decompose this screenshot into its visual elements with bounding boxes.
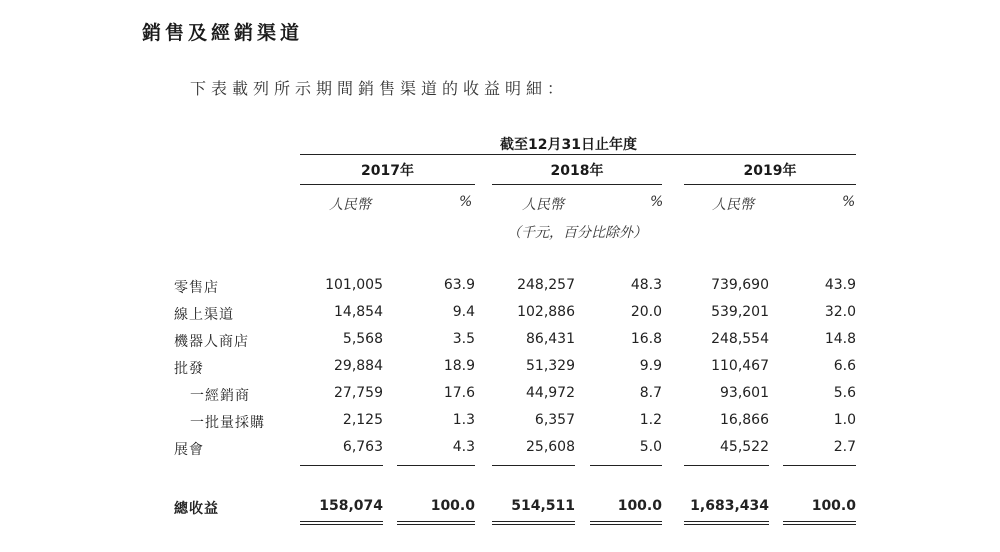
- period-header: 截至12月31日止年度: [500, 137, 637, 153]
- cell-rmb-2017: 5,568: [342, 331, 383, 347]
- total-double-rule-6b: [783, 524, 856, 525]
- row-label: 線上渠道: [174, 307, 234, 323]
- cell-pct-2019: 5.6: [833, 385, 856, 401]
- cell-pct-2017: 4.3: [452, 439, 475, 455]
- cell-pct-2018: 1.2: [639, 412, 662, 428]
- cell-rmb-2017: 2,125: [342, 412, 383, 428]
- cell-pct-2019: 2.7: [833, 439, 856, 455]
- subtotal-rule-3: [492, 465, 575, 466]
- cell-pct-2018: 9.9: [639, 358, 662, 374]
- cell-pct-2019: 14.8: [824, 331, 856, 347]
- cell-rmb-2019: 93,601: [720, 385, 769, 401]
- cell-rmb-2017: 101,005: [325, 277, 383, 293]
- subtotal-rule-2: [397, 465, 475, 466]
- period-rule: [300, 154, 856, 155]
- cell-pct-2019: 1.0: [833, 412, 856, 428]
- cell-pct-2017: 18.9: [443, 358, 475, 374]
- cell-pct-2019: 6.6: [833, 358, 856, 374]
- cell-rmb-2018: 51,329: [526, 358, 575, 374]
- cell-rmb-2017: 14,854: [334, 304, 383, 320]
- cell-pct-2017: 63.9: [443, 277, 475, 293]
- col-header-pct-2019: %: [842, 194, 856, 210]
- cell-rmb-2018: 86,431: [526, 331, 575, 347]
- cell-pct-2018: 20.0: [630, 304, 662, 320]
- cell-rmb-2018: 44,972: [526, 385, 575, 401]
- row-label: 展會: [174, 442, 204, 458]
- row-label: 一批量採購: [190, 415, 265, 431]
- cell-rmb-2019: 248,554: [711, 331, 769, 347]
- total-double-rule-4a: [590, 521, 662, 522]
- year-2018-rule: [492, 184, 662, 185]
- section-heading: 銷售及經銷渠道: [142, 22, 304, 44]
- cell-rmb-2019: 739,690: [711, 277, 769, 293]
- year-2017-header: 2017年: [361, 163, 414, 179]
- total-double-rule-5a: [684, 521, 769, 522]
- total-pct-2018: 100.0: [617, 498, 662, 514]
- total-label: 總收益: [174, 501, 219, 517]
- year-2019-rule: [684, 184, 856, 185]
- total-rmb-2018: 514,511: [511, 498, 575, 514]
- cell-pct-2018: 16.8: [630, 331, 662, 347]
- cell-pct-2018: 8.7: [639, 385, 662, 401]
- cell-pct-2017: 3.5: [452, 331, 475, 347]
- cell-pct-2017: 17.6: [443, 385, 475, 401]
- col-header-rmb-2019: 人民幣: [712, 197, 754, 213]
- subtotal-rule-5: [684, 465, 769, 466]
- total-double-rule-3a: [492, 521, 575, 522]
- cell-pct-2019: 43.9: [824, 277, 856, 293]
- total-double-rule-5b: [684, 524, 769, 525]
- subtotal-rule-6: [783, 465, 856, 466]
- year-2019-header: 2019年: [743, 163, 797, 179]
- cell-rmb-2018: 102,886: [517, 304, 575, 320]
- year-2017-rule: [300, 184, 475, 185]
- total-double-rule-4b: [590, 524, 662, 525]
- cell-rmb-2017: 27,759: [334, 385, 383, 401]
- col-header-rmb-2018: 人民幣: [522, 197, 564, 213]
- cell-rmb-2018: 248,257: [517, 277, 575, 293]
- total-pct-2019: 100.0: [811, 498, 856, 514]
- cell-rmb-2018: 25,608: [526, 439, 575, 455]
- total-double-rule-6a: [783, 521, 856, 522]
- year-2018-header: 2018年: [550, 163, 604, 179]
- cell-rmb-2019: 539,201: [711, 304, 769, 320]
- total-double-rule-1a: [300, 521, 383, 522]
- cell-pct-2017: 9.4: [452, 304, 475, 320]
- row-label: 零售店: [174, 280, 219, 296]
- cell-pct-2018: 48.3: [630, 277, 662, 293]
- total-double-rule-2b: [397, 524, 475, 525]
- cell-rmb-2017: 29,884: [334, 358, 383, 374]
- total-double-rule-1b: [300, 524, 383, 525]
- cell-pct-2017: 1.3: [452, 412, 475, 428]
- row-label: 批發: [174, 361, 204, 377]
- total-rmb-2017: 158,074: [319, 498, 383, 514]
- unit-note: （千元，百分比除外）: [507, 225, 647, 241]
- row-label: 機器人商店: [174, 334, 249, 350]
- cell-rmb-2019: 110,467: [711, 358, 769, 374]
- cell-rmb-2019: 45,522: [720, 439, 769, 455]
- total-pct-2017: 100.0: [430, 498, 475, 514]
- cell-rmb-2018: 6,357: [534, 412, 575, 428]
- total-rmb-2019: 1,683,434: [690, 498, 769, 514]
- subtotal-rule-1: [300, 465, 383, 466]
- row-label: 一經銷商: [190, 388, 250, 404]
- col-header-rmb-2017: 人民幣: [329, 197, 371, 213]
- col-header-pct-2018: %: [650, 194, 664, 210]
- cell-rmb-2017: 6,763: [342, 439, 383, 455]
- cell-pct-2018: 5.0: [639, 439, 662, 455]
- subtotal-rule-4: [590, 465, 662, 466]
- total-double-rule-2a: [397, 521, 475, 522]
- cell-pct-2019: 32.0: [824, 304, 856, 320]
- col-header-pct-2017: %: [459, 194, 473, 210]
- intro-text: 下表載列所示期間銷售渠道的收益明細：: [190, 79, 569, 98]
- total-double-rule-3b: [492, 524, 575, 525]
- cell-rmb-2019: 16,866: [720, 412, 769, 428]
